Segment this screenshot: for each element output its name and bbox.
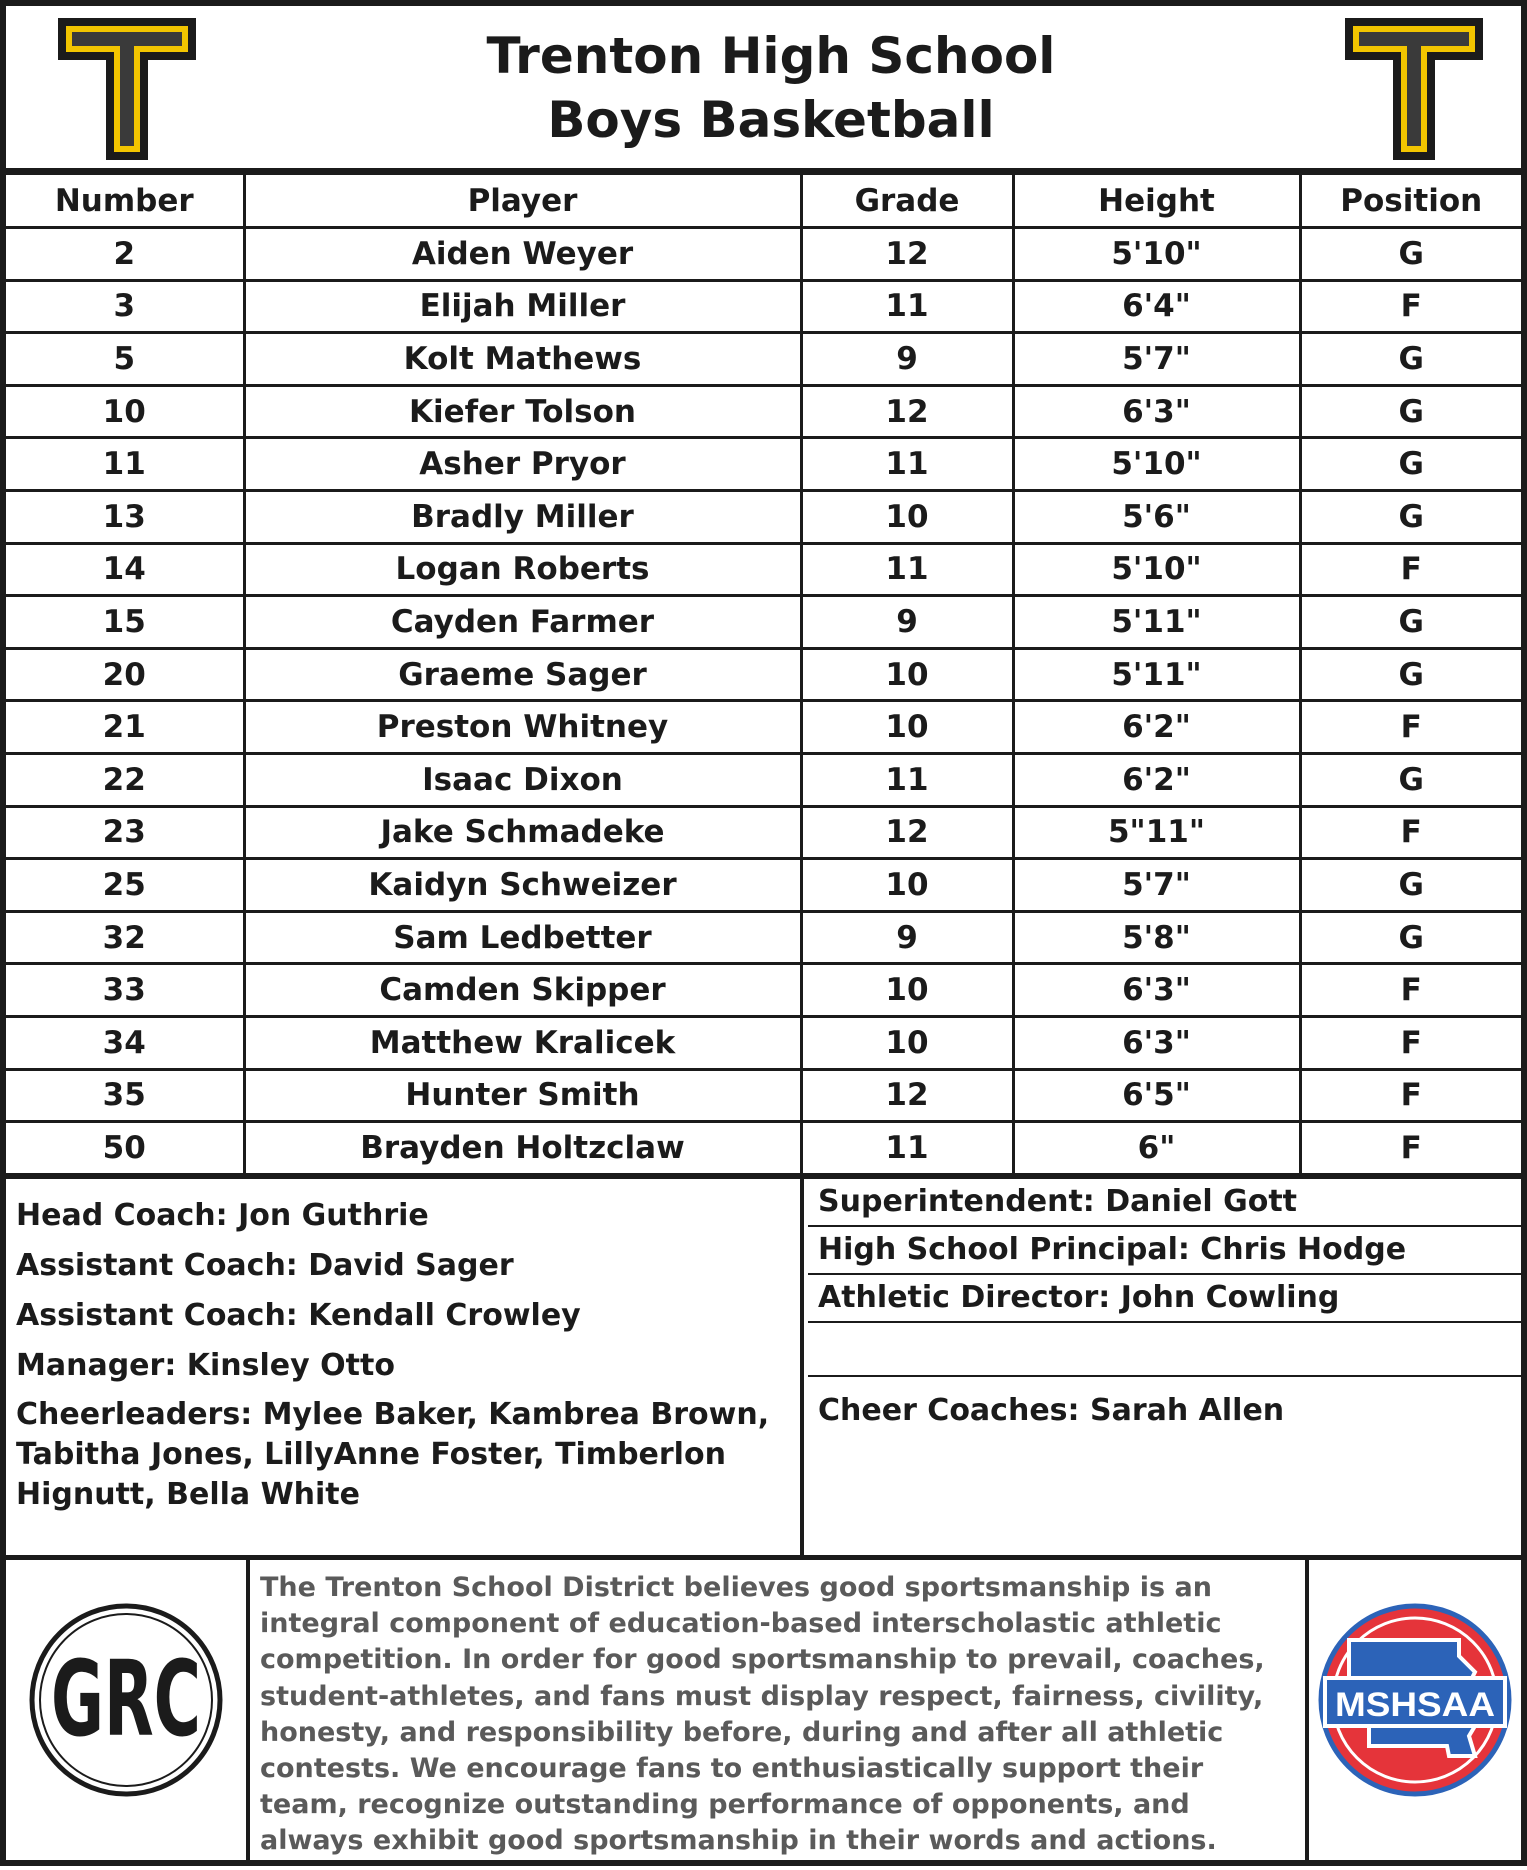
- player-number: 15: [6, 596, 244, 649]
- roster-row: [6, 1122, 1521, 1175]
- roster-row: [6, 859, 1521, 912]
- player-number: 50: [6, 1122, 244, 1175]
- player-number: 3: [6, 280, 244, 333]
- player-number: 34: [6, 1016, 244, 1069]
- roster-row: [6, 648, 1521, 701]
- column-header-position: Position: [1300, 174, 1521, 228]
- player-grade: 11: [801, 1122, 1013, 1175]
- player-height: 6": [1013, 1122, 1300, 1175]
- page-title: [256, 24, 1286, 152]
- player-position: G: [1300, 333, 1521, 386]
- roster-row: [6, 964, 1521, 1017]
- player-height: 6'4": [1013, 280, 1300, 333]
- player-grade: 10: [801, 490, 1013, 543]
- player-grade: 11: [801, 438, 1013, 491]
- player-position: G: [1300, 911, 1521, 964]
- roster-row: [6, 333, 1521, 386]
- player-position: F: [1300, 543, 1521, 596]
- player-grade: 11: [801, 543, 1013, 596]
- player-name: Bradly Miller: [244, 490, 801, 543]
- player-height: 6'2": [1013, 753, 1300, 806]
- player-grade: 12: [801, 385, 1013, 438]
- cheerleaders: Cheerleaders: Mylee Baker, Kambrea Brown, Tabitha Jones, LillyAnne Foster, Timberlon Hignutt, Bella White: [16, 1397, 770, 1512]
- player-position: G: [1300, 648, 1521, 701]
- player-position: G: [1300, 228, 1521, 281]
- player-position: F: [1300, 964, 1521, 1017]
- player-number: 22: [6, 753, 244, 806]
- player-grade: 9: [801, 596, 1013, 649]
- player-name: Aiden Weyer: [244, 228, 801, 281]
- player-position: F: [1300, 1016, 1521, 1069]
- player-name: Kolt Mathews: [244, 333, 801, 386]
- player-name: Matthew Kralicek: [244, 1016, 801, 1069]
- player-position: F: [1300, 1122, 1521, 1175]
- blank-row: [808, 1323, 1521, 1377]
- player-position: G: [1300, 753, 1521, 806]
- player-position: F: [1300, 806, 1521, 859]
- title-line-1: Trenton High School: [486, 27, 1056, 85]
- assistant-coach-2: Assistant Coach: Kendall Crowley: [16, 1298, 581, 1333]
- roster-row: [6, 1016, 1521, 1069]
- mshsaa-logo-text: MSHSAA: [1335, 1686, 1495, 1724]
- head-coach: Head Coach: Jon Guthrie: [16, 1198, 429, 1233]
- assistant-coach-1: Assistant Coach: David Sager: [16, 1248, 514, 1283]
- player-name: Preston Whitney: [244, 701, 801, 754]
- column-header-player: Player: [244, 174, 801, 228]
- roster-header-row: [6, 174, 1521, 228]
- svg-text:T: T: [126, 112, 128, 113]
- player-name: Isaac Dixon: [244, 753, 801, 806]
- player-name: Kaidyn Schweizer: [244, 859, 801, 912]
- player-height: 5'7": [1013, 333, 1300, 386]
- player-number: 5: [6, 333, 244, 386]
- player-height: 5'11": [1013, 596, 1300, 649]
- superintendent: Superintendent: Daniel Gott: [808, 1179, 1521, 1227]
- player-name: Brayden Holtzclaw: [244, 1122, 801, 1175]
- grc-monogram-logo: [6, 1560, 250, 1866]
- roster-row: [6, 280, 1521, 333]
- roster-body: [6, 228, 1521, 1175]
- player-height: 5"11": [1013, 806, 1300, 859]
- player-number: 13: [6, 490, 244, 543]
- player-number: 20: [6, 648, 244, 701]
- player-number: 2: [6, 228, 244, 281]
- column-header-grade: Grade: [801, 174, 1013, 228]
- cheer-coaches: Cheer Coaches: Sarah Allen: [818, 1393, 1285, 1428]
- column-header-number: Number: [6, 174, 244, 228]
- player-position: G: [1300, 385, 1521, 438]
- player-grade: 12: [801, 806, 1013, 859]
- roster-row: [6, 543, 1521, 596]
- player-position: F: [1300, 1069, 1521, 1122]
- coaching-staff: [6, 1179, 804, 1555]
- player-position: G: [1300, 596, 1521, 649]
- staff-section: [6, 1176, 1521, 1560]
- player-number: 23: [6, 806, 244, 859]
- player-name: Sam Ledbetter: [244, 911, 801, 964]
- administration: [808, 1179, 1521, 1555]
- player-position: F: [1300, 280, 1521, 333]
- athletic-director: Athletic Director: John Cowling: [808, 1275, 1521, 1323]
- player-number: 32: [6, 911, 244, 964]
- title-line-2: Boys Basketball: [547, 91, 995, 149]
- sportsmanship-statement: The Trenton School District believes good sportsmanship is an integral component of education-based interscholastic athletic competition. In order for good sportsmanship to prevail, coaches, student-athletes, and fans must display respect, fairness, civility, honesty, and responsibility before, during and after all athletic contests. We encourage fans to enthusiastically support their team, recognize outstanding performance of opponents, and always exhibit good sportsmanship in their words and actions.: [260, 1572, 1265, 1857]
- player-name: Asher Pryor: [244, 438, 801, 491]
- grc-monogram-text: GRC: [51, 1638, 201, 1760]
- player-name: Kiefer Tolson: [244, 385, 801, 438]
- roster-row: [6, 806, 1521, 859]
- player-height: 5'10": [1013, 543, 1300, 596]
- player-grade: 10: [801, 701, 1013, 754]
- player-height: 5'11": [1013, 648, 1300, 701]
- player-number: 35: [6, 1069, 244, 1122]
- player-position: F: [1300, 701, 1521, 754]
- player-name: Logan Roberts: [244, 543, 801, 596]
- player-name: Cayden Farmer: [244, 596, 801, 649]
- column-header-height: Height: [1013, 174, 1300, 228]
- player-number: 10: [6, 385, 244, 438]
- player-height: 6'3": [1013, 964, 1300, 1017]
- roster-row: [6, 228, 1521, 281]
- mshsaa-logo: [1309, 1560, 1521, 1866]
- player-number: 14: [6, 543, 244, 596]
- player-height: 6'5": [1013, 1069, 1300, 1122]
- player-name: Jake Schmadeke: [244, 806, 801, 859]
- trenton-t-logo-right: [1339, 12, 1489, 166]
- footer: [6, 1560, 1521, 1866]
- manager: Manager: Kinsley Otto: [16, 1348, 395, 1383]
- player-name: Graeme Sager: [244, 648, 801, 701]
- roster-row: [6, 438, 1521, 491]
- player-grade: 10: [801, 1016, 1013, 1069]
- player-grade: 10: [801, 964, 1013, 1017]
- player-grade: 11: [801, 280, 1013, 333]
- principal: High School Principal: Chris Hodge: [808, 1227, 1521, 1275]
- roster-row: [6, 490, 1521, 543]
- roster-row: [6, 385, 1521, 438]
- player-height: 6'2": [1013, 701, 1300, 754]
- player-height: 5'6": [1013, 490, 1300, 543]
- player-number: 21: [6, 701, 244, 754]
- player-grade: 12: [801, 228, 1013, 281]
- roster-row: [6, 1069, 1521, 1122]
- player-position: G: [1300, 859, 1521, 912]
- roster-row: [6, 596, 1521, 649]
- player-grade: 9: [801, 333, 1013, 386]
- player-position: G: [1300, 438, 1521, 491]
- roster-row: [6, 701, 1521, 754]
- player-number: 11: [6, 438, 244, 491]
- player-height: 6'3": [1013, 385, 1300, 438]
- player-height: 5'7": [1013, 859, 1300, 912]
- player-position: G: [1300, 490, 1521, 543]
- player-height: 5'8": [1013, 911, 1300, 964]
- roster-table: [6, 172, 1521, 1176]
- player-grade: 9: [801, 911, 1013, 964]
- player-grade: 10: [801, 859, 1013, 912]
- player-number: 25: [6, 859, 244, 912]
- player-grade: 12: [801, 1069, 1013, 1122]
- player-height: 6'3": [1013, 1016, 1300, 1069]
- player-height: 5'10": [1013, 438, 1300, 491]
- player-grade: 11: [801, 753, 1013, 806]
- player-name: Elijah Miller: [244, 280, 801, 333]
- page-header: [6, 6, 1521, 172]
- player-height: 5'10": [1013, 228, 1300, 281]
- roster-row: [6, 753, 1521, 806]
- grc-logo-panel: [6, 1560, 250, 1866]
- roster-row: [6, 911, 1521, 964]
- player-name: Hunter Smith: [244, 1069, 801, 1122]
- mshsaa-logo-panel: [1305, 1560, 1521, 1866]
- trenton-t-logo-left: [52, 12, 202, 166]
- player-number: 33: [6, 964, 244, 1017]
- player-grade: 10: [801, 648, 1013, 701]
- player-name: Camden Skipper: [244, 964, 801, 1017]
